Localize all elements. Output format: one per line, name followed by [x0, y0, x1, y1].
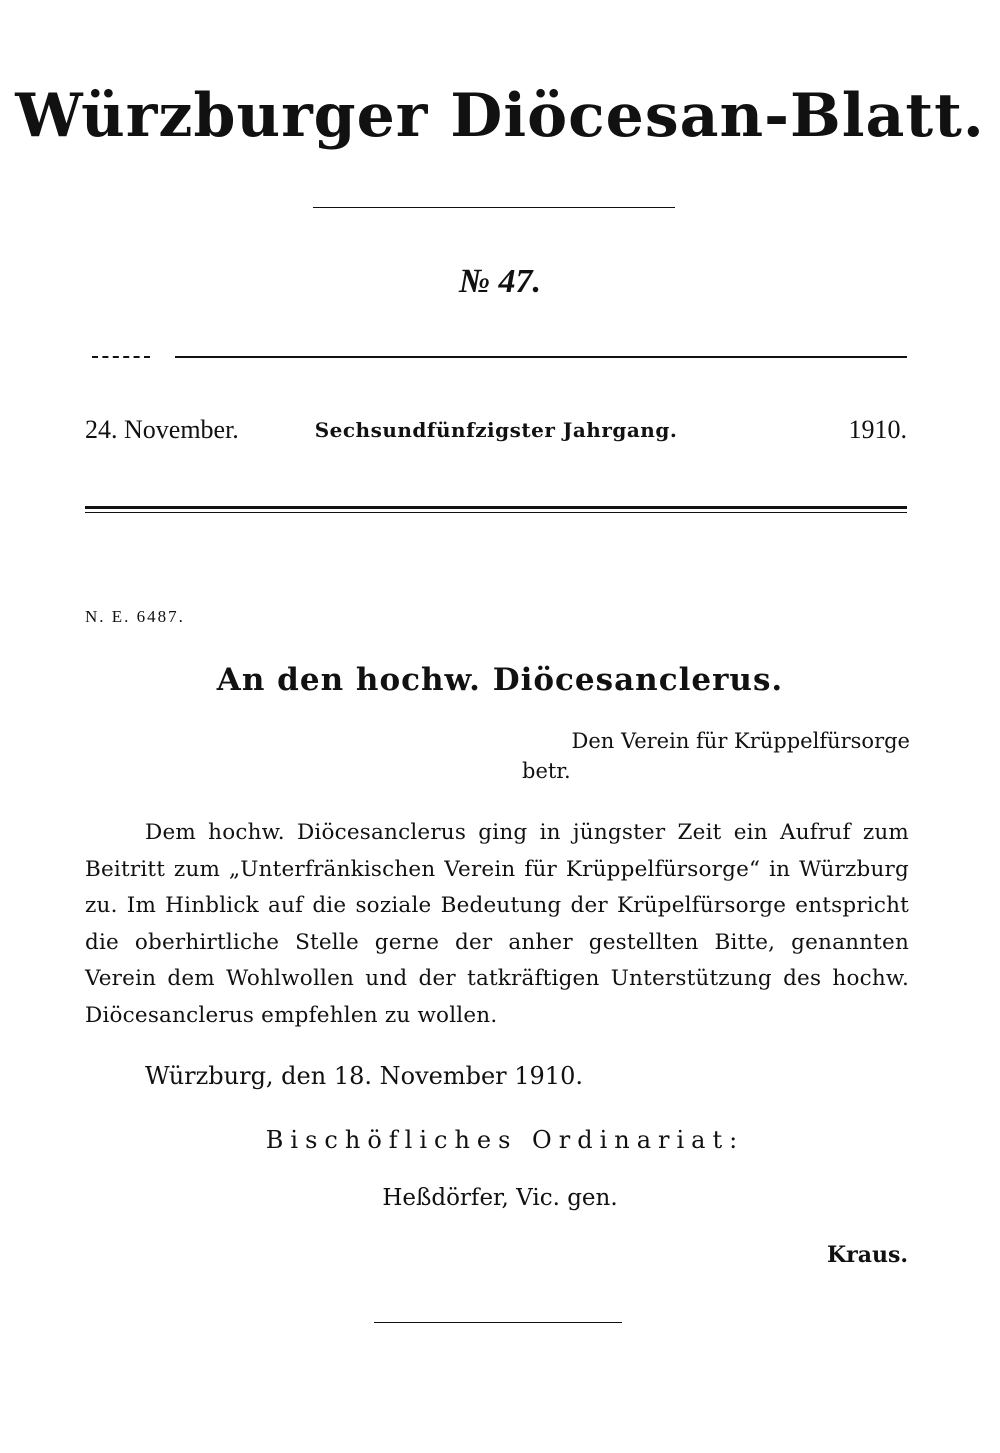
article-heading: An den hochw. Diöcesanclerus. [216, 662, 784, 698]
dateline-rule-dash [92, 356, 150, 358]
signature-primary: Heßdörfer, Vic. gen. [382, 1185, 618, 1211]
subject-line [500, 726, 910, 786]
volume-label: Sechsundfünfzigster Jahrgang. [314, 418, 678, 442]
issuing-office: Bischöfliches Ordinariat: [265, 1126, 745, 1154]
signature-secondary: Kraus. [826, 1242, 908, 1268]
masthead-title: Würzburger Diöcesan-Blatt. [15, 81, 985, 151]
dateline-rule-bottom-thin [85, 512, 907, 513]
closing-rule [374, 1322, 622, 1323]
subject-line-2: betr. [522, 759, 571, 783]
dateline-rule-top [175, 356, 907, 358]
subject-line-1: Den Verein für Krüppelfürsorge [571, 729, 910, 753]
place-date: Würzburg, den 18. November 1910. [145, 1062, 583, 1090]
issue-year: 1910. [848, 415, 907, 444]
dateline [85, 410, 907, 450]
masthead-divider [313, 207, 675, 208]
article-body: Dem hochw. Diöcesanclerus ging in jüngster Zeit ein Aufruf zum Beitritt zum „Unterfränkischen Verein für Krüppelfürsorge“ in Würzburg zu. Im Hinblick auf die soziale Bedeutung der Krüpelfürsorge entspricht die oberhirtliche Stelle gerne der anher gestellten Bitte, genannten Verein dem Wohlwollen und der tatkräftigen Unterstützung des hochw. Diöcesanclerus empfehlen zu wollen. [85, 820, 909, 1028]
dateline-rule-bottom-thick [85, 506, 907, 509]
issue-date: 24. November. [85, 415, 239, 444]
reference-number: N. E. 6487. [85, 607, 185, 626]
issue-number: № 47. [458, 263, 542, 300]
